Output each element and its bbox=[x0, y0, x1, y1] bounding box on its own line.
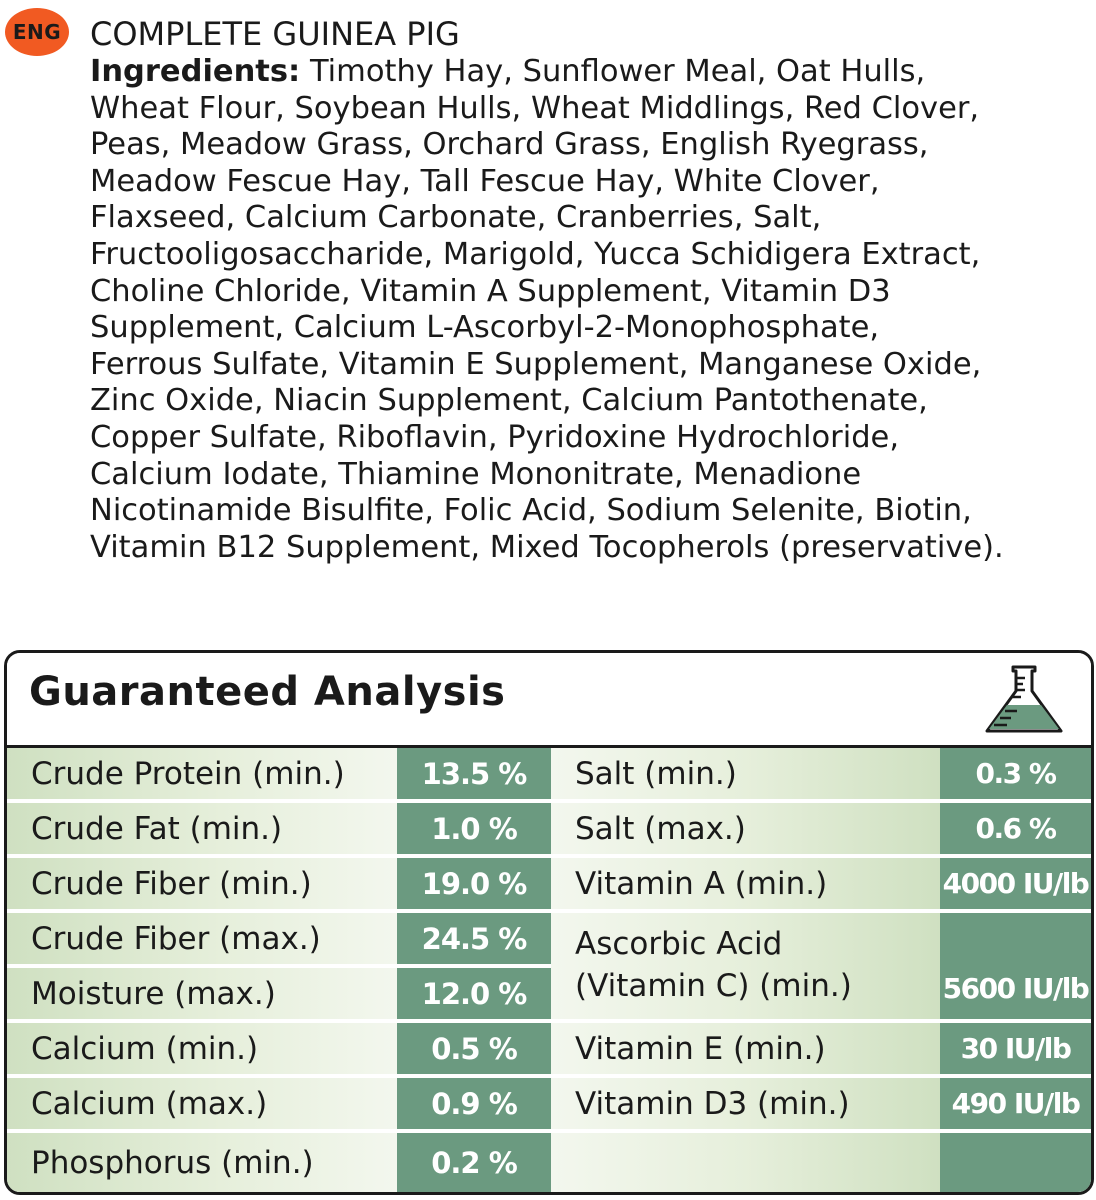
ingredients-line: Fructooligosaccharide, Marigold, Yucca Schidigera Extract, bbox=[90, 236, 981, 272]
nutrient-label: Calcium (min.) bbox=[7, 1023, 397, 1074]
ingredients-line: Supplement, Calcium L-Ascorbyl-2-Monophosphate, bbox=[90, 310, 880, 346]
guaranteed-analysis-title: Guaranteed Analysis bbox=[29, 669, 506, 715]
ingredients-line: Ferrous Sulfate, Vitamin E Supplement, Manganese Oxide, bbox=[90, 346, 982, 382]
nutrient-label: Salt (max.) bbox=[551, 803, 940, 854]
ingredients-line: Peas, Meadow Grass, Orchard Grass, English Ryegrass, bbox=[90, 127, 929, 163]
nutrient-value: 0.5 % bbox=[397, 1023, 551, 1074]
nutrient-label: Crude Fiber (min.) bbox=[7, 858, 397, 909]
nutrient-label: Calcium (max.) bbox=[7, 1078, 397, 1129]
nutrient-label-line: Ascorbic Acid bbox=[575, 926, 783, 962]
nutrient-label: Phosphorus (min.) bbox=[7, 1133, 397, 1192]
table-row bbox=[7, 1023, 1091, 1074]
nutrient-label: Moisture (max.) bbox=[7, 968, 397, 1019]
ingredients-line: Calcium Iodate, Thiamine Mononitrate, Menadione bbox=[90, 456, 862, 492]
nutrient-value: 13.5 % bbox=[397, 748, 551, 799]
nutrient-value: 0.2 % bbox=[397, 1133, 551, 1192]
nutrient-value: 24.5 % bbox=[397, 913, 551, 964]
ingredients-line: Nicotinamide Bisulfite, Folic Acid, Sodium Selenite, Biotin, bbox=[90, 493, 972, 529]
table-row bbox=[7, 1078, 1091, 1129]
nutrient-value: 0.3 % bbox=[940, 748, 1091, 799]
ingredients-line: Flaxseed, Calcium Carbonate, Cranberries, Salt, bbox=[90, 200, 822, 236]
ingredients-line: Copper Sulfate, Riboflavin, Pyridoxine Hydrochloride, bbox=[90, 419, 900, 455]
nutrient-value: 12.0 % bbox=[397, 968, 551, 1019]
nutrient-label: Vitamin D3 (min.) bbox=[551, 1078, 940, 1129]
guaranteed-analysis-table bbox=[7, 748, 1091, 1192]
ingredients-line-text: Timothy Hay, Sunflower Meal, Oat Hulls, bbox=[300, 54, 926, 89]
nutrient-value: 1.0 % bbox=[397, 803, 551, 854]
guaranteed-analysis-header bbox=[7, 653, 1091, 748]
product-title: COMPLETE GUINEA PIG bbox=[90, 15, 460, 53]
table-row bbox=[7, 748, 1091, 799]
ingredients-text bbox=[90, 54, 1090, 566]
table-row bbox=[7, 803, 1091, 854]
table-row bbox=[7, 1133, 1091, 1192]
ingredients-heading: Ingredients: bbox=[90, 54, 301, 89]
nutrient-label: Vitamin E (min.) bbox=[551, 1023, 940, 1074]
flask-icon bbox=[977, 661, 1073, 739]
nutrient-label-line: (Vitamin C) (min.) bbox=[575, 968, 852, 1004]
language-badge: ENG bbox=[5, 8, 69, 56]
vitamin-c-label bbox=[551, 913, 940, 1019]
ingredients-line: Zinc Oxide, Niacin Supplement, Calcium Pantothenate, bbox=[90, 383, 928, 419]
ingredients-line: Vitamin B12 Supplement, Mixed Tocopherols (preservative). bbox=[90, 529, 1004, 565]
ingredients-line: Choline Chloride, Vitamin A Supplement, Vitamin D3 bbox=[90, 273, 891, 309]
nutrient-label: Crude Fiber (max.) bbox=[7, 913, 397, 964]
nutrient-value: 0.6 % bbox=[940, 803, 1091, 854]
nutrient-label: Crude Fat (min.) bbox=[7, 803, 397, 854]
nutrient-label: Salt (min.) bbox=[551, 748, 940, 799]
empty-cell bbox=[940, 1133, 1091, 1192]
nutrient-value: 490 IU/lb bbox=[940, 1078, 1091, 1129]
table-row bbox=[7, 858, 1091, 909]
ingredients-line: Wheat Flour, Soybean Hulls, Wheat Middlings, Red Clover, bbox=[90, 90, 980, 126]
vitamin-c-value: 5600 IU/lb bbox=[940, 913, 1091, 1019]
nutrient-value: 0.9 % bbox=[397, 1078, 551, 1129]
ingredients-line: Meadow Fescue Hay, Tall Fescue Hay, White Clover, bbox=[90, 163, 880, 199]
nutrient-value: 30 IU/lb bbox=[940, 1023, 1091, 1074]
ingredients-line bbox=[90, 54, 1090, 91]
nutrient-value: 4000 IU/lb bbox=[940, 858, 1091, 909]
nutrient-label: Vitamin A (min.) bbox=[551, 858, 940, 909]
empty-cell bbox=[551, 1133, 940, 1192]
guaranteed-analysis-panel bbox=[4, 650, 1094, 1195]
nutrient-value: 19.0 % bbox=[397, 858, 551, 909]
nutrient-label: Crude Protein (min.) bbox=[7, 748, 397, 799]
